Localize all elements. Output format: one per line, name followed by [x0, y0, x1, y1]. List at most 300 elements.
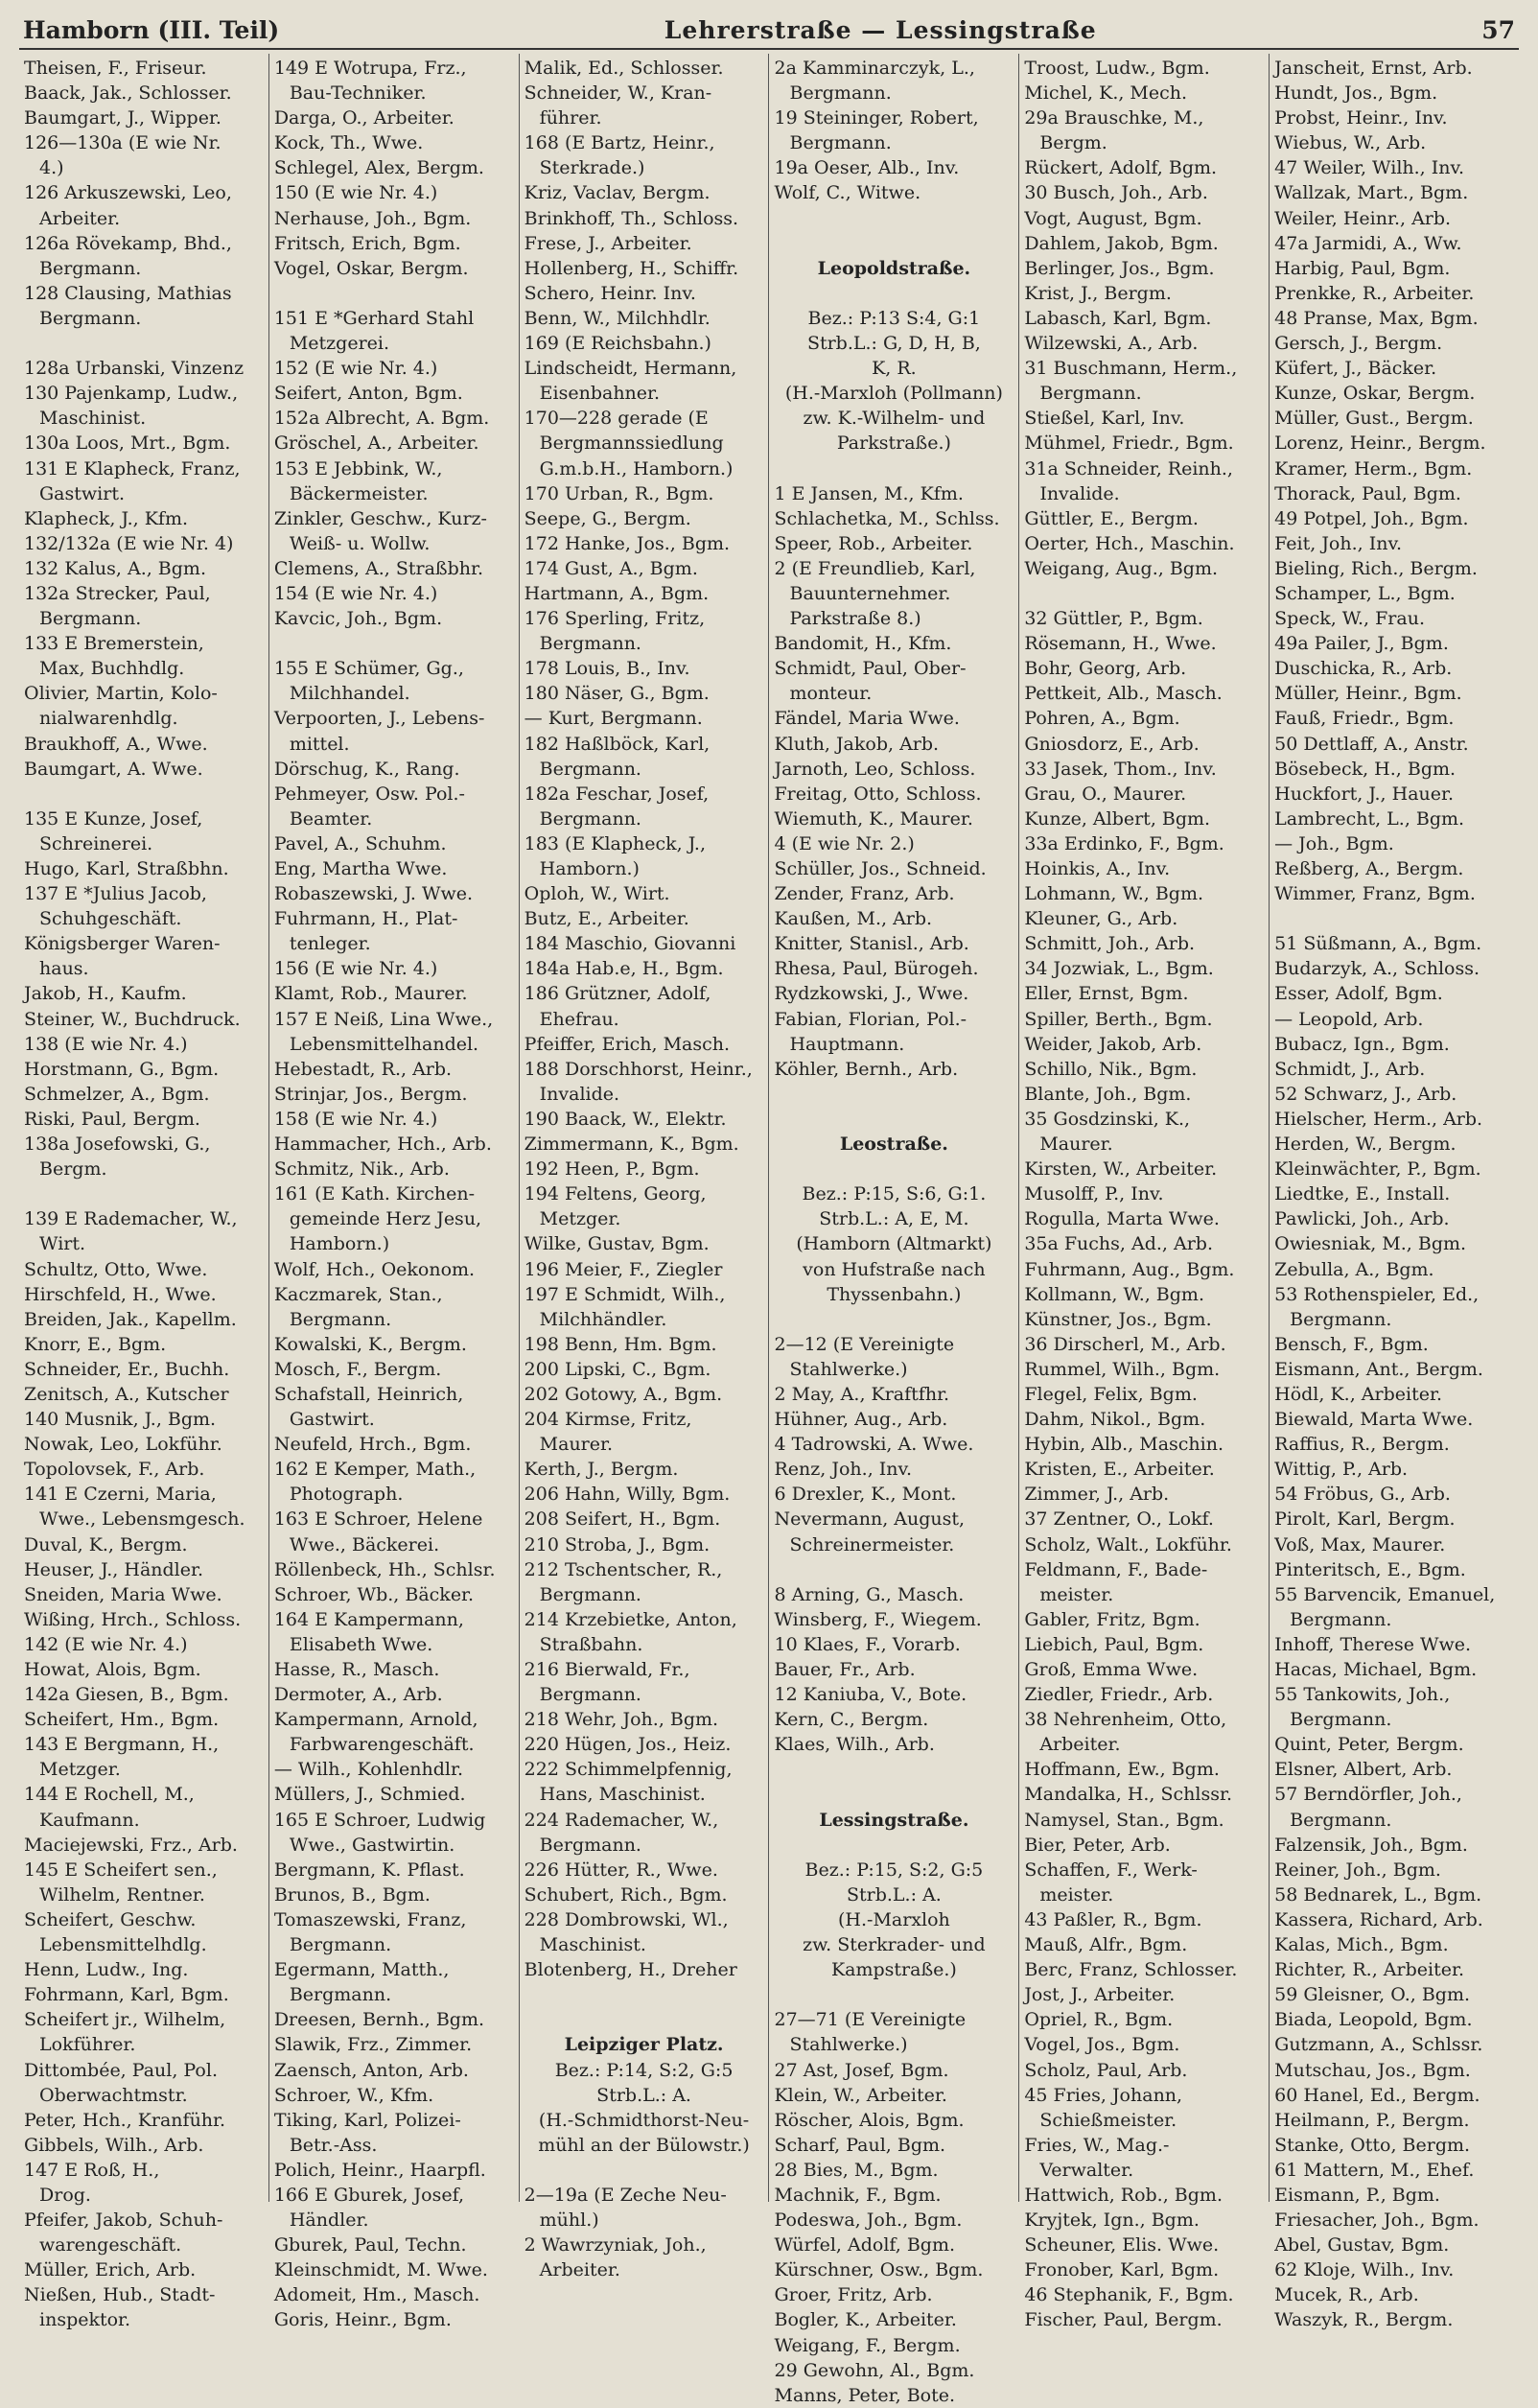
entry-continuation: Händler. [289, 2209, 369, 2232]
blank-line [774, 1782, 1014, 1807]
column-1 [19, 54, 269, 2331]
directory-entry: Abel, Gustav, Bgm. [1274, 2234, 1450, 2256]
directory-entry: Rogulla, Marta Wwe. [1024, 1208, 1220, 1230]
directory-entry: 31a Schneider, Reinh., [1024, 457, 1233, 479]
street-info: (H.-Schmidthorst-Neu- [538, 2109, 750, 2131]
directory-entry: Thorack, Paul, Bgm. [1274, 482, 1461, 504]
directory-entry: 126 Arkuszewski, Leo, [24, 182, 232, 204]
directory-entry: Fischer, Paul, Bergm. [1024, 2309, 1223, 2331]
directory-entry: 58 Bednarek, L., Bgm. [1274, 1883, 1482, 1905]
directory-entry: Inhoff, Therese Wwe. [1274, 1633, 1472, 1655]
street-info: Strb.L.: G, D, H, B, [806, 333, 981, 355]
directory-entry: Schultz, Otto, Wwe. [24, 1258, 208, 1280]
directory-entry: Slawik, Frz., Zimmer. [273, 2034, 473, 2056]
directory-entry: Rückert, Adolf, Bgm. [1024, 157, 1218, 179]
directory-entry: Scheifert jr., Wilhelm, [24, 2009, 226, 2031]
directory-entry: 34 Jozwiak, L., Bgm. [1024, 958, 1214, 980]
street-info: (Hamborn (Altmarkt) [796, 1233, 992, 1255]
directory-entry: Nowak, Leo, Lokführ. [24, 1434, 222, 1456]
directory-entry: Kleinwächter, P., Bgm. [1274, 1158, 1481, 1181]
directory-entry: Scheifert, Geschw. [24, 1908, 197, 1930]
entry-continuation: Bergmann. [289, 1308, 392, 1330]
directory-entry: 128 Clausing, Mathias [24, 282, 232, 304]
street-heading: Leostraße. [839, 1134, 948, 1156]
directory-entry: Dahlem, Jakob, Bgm. [1024, 232, 1219, 254]
directory-entry: Pfeiffer, Erich, Masch. [524, 1033, 731, 1055]
directory-entry: 142 (E wie Nr. 4.) [24, 1633, 188, 1655]
directory-entry: 132 Kalus, A., Bgm. [24, 557, 206, 579]
entry-continuation: Maurer. [539, 1434, 614, 1456]
directory-entry: 158 (E wie Nr. 4.) [273, 1108, 438, 1130]
directory-entry: Labasch, Karl, Bgm. [1024, 307, 1212, 329]
directory-entry: Mauß, Alfr., Bgm. [1024, 1934, 1188, 1956]
directory-entry: Olivier, Martin, Kolo- [24, 683, 218, 705]
directory-entry: Heuser, J., Händler. [24, 1558, 204, 1580]
directory-entry: Hugo, Karl, Straßbhn. [24, 858, 229, 879]
directory-entry: 168 (E Bartz, Heinr., [524, 132, 715, 154]
blank-line [274, 281, 514, 306]
directory-entry: Lindscheidt, Hermann, [524, 358, 737, 380]
entry-continuation: Schreinerei. [39, 832, 153, 854]
column-3 [520, 54, 770, 2281]
directory-entry: Mucek, R., Arb. [1274, 2284, 1419, 2306]
entry-continuation: Bergmann. [39, 307, 142, 329]
entry-continuation: Bauunternehmer. [789, 582, 951, 604]
directory-entry: Grau, O., Maurer. [1024, 783, 1187, 805]
directory-entry: 161 (E Kath. Kirchen- [273, 1183, 476, 1205]
directory-entry: Bier, Peter, Arb. [1024, 1834, 1171, 1856]
directory-entry: 166 E Gburek, Josef, [273, 2184, 464, 2206]
entry-continuation: warengeschäft. [39, 2234, 182, 2256]
directory-entry: 140 Musnik, J., Bgm. [24, 1409, 217, 1431]
directory-entry: Hühner, Aug., Arb. [774, 1409, 948, 1431]
directory-entry: Zender, Franz, Arb. [774, 883, 955, 905]
entry-continuation: Ehefrau. [539, 1008, 619, 1030]
directory-entry: Hollenberg, H., Schiffr. [524, 257, 739, 279]
directory-entry: 45 Fries, Johann, [1024, 2084, 1183, 2106]
directory-entry: Peter, Hch., Kranführ. [24, 2109, 226, 2131]
entry-continuation: Bergmann. [539, 758, 641, 780]
directory-entry: Scholz, Paul, Arb. [1024, 2059, 1188, 2081]
directory-entry: Kollmann, W., Bgm. [1024, 1283, 1204, 1305]
directory-entry: Waszyk, R., Bergm. [1274, 2309, 1454, 2331]
directory-entry: Sneiden, Maria Wwe. [24, 1583, 222, 1605]
directory-entry: Budarzyk, A., Schloss. [1274, 958, 1480, 980]
directory-entry: Duval, K., Bergm. [24, 1533, 188, 1555]
directory-entry: 132a Strecker, Paul, [24, 582, 211, 604]
directory-entry: Schlachetka, M., Schlss. [774, 507, 1000, 529]
directory-entry: Schlegel, Alex, Bergm. [273, 157, 484, 179]
directory-entry: 184a Hab.e, H., Bgm. [524, 958, 724, 980]
directory-entry: Brinkhoff, Th., Schloss. [524, 207, 739, 229]
directory-entry: 128a Urbanski, Vinzenz [24, 358, 245, 380]
directory-entry: Hödl, K., Arbeiter. [1274, 1383, 1442, 1405]
entry-continuation: Bergmann. [289, 1934, 392, 1956]
directory-entry: Probst, Heinr., Inv. [1274, 107, 1448, 129]
directory-entry: Dittombée, Paul, Pol. [24, 2059, 218, 2081]
entry-continuation: haus. [39, 958, 89, 980]
directory-entry: Theisen, F., Friseur. [24, 58, 207, 79]
directory-entry: Hoffmann, Ew., Bgm. [1024, 1759, 1220, 1781]
directory-entry: 188 Dorschhorst, Heinr., [524, 1058, 753, 1080]
directory-entry: 182a Feschar, Josef, [524, 783, 710, 805]
directory-entry: Jarnoth, Leo, Schloss. [774, 758, 976, 780]
directory-entry: Groß, Emma Wwe. [1024, 1659, 1199, 1680]
directory-entry: Künstner, Jos., Bgm. [1024, 1308, 1212, 1330]
directory-entry: 54 Fröbus, G., Arb. [1274, 1484, 1451, 1506]
directory-entry: Zimmermann, K., Bgm. [524, 1134, 739, 1156]
directory-entry: Reiner, Joh., Bgm. [1274, 1859, 1441, 1881]
entry-continuation: Maschinist. [539, 1934, 646, 1956]
blank-line [24, 1181, 264, 1206]
directory-entry: Pohren, A., Bgm. [1024, 708, 1180, 730]
entry-continuation: Oberwachtmstr. [39, 2084, 188, 2106]
directory-entry: 133 E Bremerstein, [24, 633, 204, 655]
directory-entry: Fauß, Friedr., Bgm. [1274, 708, 1455, 730]
directory-entry: 55 Tankowits, Joh., [1274, 1684, 1451, 1706]
directory-entry: Neufeld, Hrch., Bgm. [273, 1434, 472, 1456]
directory-entry: 147 E Roß, H., [24, 2159, 160, 2181]
directory-entry: Krist, J., Bergm. [1024, 282, 1172, 304]
directory-entry: 151 E *Gerhard Stahl [273, 307, 475, 329]
directory-entry: Tomaszewski, Franz, [273, 1908, 467, 1930]
directory-entry: 142a Giesen, B., Bgm. [24, 1684, 229, 1706]
directory-entry: Polich, Heinr., Haarpfl. [273, 2159, 486, 2181]
directory-entry: Küfert, J., Bäcker. [1274, 358, 1437, 380]
directory-entry: Fuhrmann, Aug., Bgm. [1024, 1258, 1235, 1280]
directory-entry: Müller, Heinr., Bgm. [1274, 683, 1462, 705]
directory-entry: Kryjtek, Ign., Bgm. [1024, 2209, 1200, 2232]
directory-entry: Voß, Max, Maurer. [1274, 1533, 1446, 1555]
entry-continuation: meister. [1039, 1583, 1114, 1605]
directory-entry: Gabler, Fritz, Bgm. [1024, 1608, 1200, 1630]
directory-entry: 35 Gosdzinski, K., [1024, 1108, 1191, 1130]
directory-entry: 212 Tschentscher, R., [524, 1558, 723, 1580]
street-info: Bez.: P:15, S:6, G:1. [802, 1183, 987, 1205]
entry-continuation: Hamborn.) [289, 1233, 390, 1255]
directory-entry: Blante, Joh., Bgm. [1024, 1083, 1192, 1105]
directory-entry: Kern, C., Bergm. [774, 1709, 929, 1731]
blank-line [774, 1557, 1014, 1582]
directory-entry: Kluth, Jakob, Arb. [774, 733, 940, 755]
directory-entry: Wittig, P., Arb. [1274, 1459, 1409, 1481]
directory-entry: Berc, Franz, Schlosser. [1024, 1959, 1238, 1981]
directory-entry: Wiemuth, K., Maurer. [774, 807, 973, 830]
directory-entry: Schroer, W., Kfm. [273, 2084, 434, 2106]
street-info: Thyssenbahn.) [827, 1283, 962, 1305]
directory-entry: Knorr, E., Bgm. [24, 1333, 167, 1355]
directory-entry: Kowalski, K., Bergm. [273, 1333, 467, 1355]
directory-entry: 138 (E wie Nr. 4.) [24, 1033, 188, 1055]
directory-entry: 208 Seifert, H., Bgm. [524, 1508, 721, 1531]
entry-continuation: Parkstraße 8.) [789, 608, 921, 630]
directory-entry: 2a Kamminarczyk, L., [774, 58, 975, 79]
directory-entry: 180 Näser, G., Bgm. [524, 683, 710, 705]
directory-entry: Lambrecht, L., Bgm. [1274, 807, 1465, 830]
directory-entry: 192 Heen, P., Bgm. [524, 1158, 700, 1181]
directory-entry: 186 Grützner, Adolf, [524, 983, 711, 1005]
directory-entry: Klaes, Wilh., Arb. [774, 1734, 935, 1756]
directory-entry: Hundt, Jos., Bgm. [1274, 82, 1438, 105]
entry-continuation: Wwe., Bäckerei. [289, 1533, 440, 1555]
directory-entry: 8 Arning, G., Masch. [774, 1583, 965, 1605]
street-info: (H.-Marxloh [838, 1908, 950, 1930]
entry-continuation: Bergmann. [1290, 1809, 1392, 1831]
street-heading: Leopoldstraße. [817, 257, 971, 279]
blank-line [24, 782, 264, 807]
directory-entry: Topolovsek, F., Arb. [24, 1459, 205, 1481]
directory-entry: 6 Drexler, K., Mont. [774, 1484, 957, 1506]
directory-entry: Pavel, A., Schuhm. [273, 832, 447, 854]
directory-entry: Zenitsch, A., Kutscher [24, 1383, 229, 1405]
directory-entry: Berlinger, Jos., Bgm. [1024, 257, 1215, 279]
directory-entry: 182 Haßlböck, Karl, [524, 733, 711, 755]
directory-entry: 150 (E wie Nr. 4.) [273, 182, 438, 204]
directory-entry: Wißing, Hrch., Schloss. [24, 1608, 242, 1630]
directory-entry: Kassera, Richard, Arb. [1274, 1908, 1483, 1930]
directory-entry: Dermoter, A., Arb. [273, 1684, 443, 1706]
directory-entry: Zebulla, A., Bgm. [1274, 1258, 1434, 1280]
entry-continuation: G.m.b.H., Hamborn.) [539, 457, 734, 479]
directory-entry: Kürschner, Osw., Bgm. [774, 2259, 984, 2281]
directory-entry: Oerter, Hch., Maschin. [1024, 532, 1235, 554]
directory-entry: 222 Schimmelpfennig, [524, 1759, 733, 1781]
directory-entry: Mutschau, Jos., Bgm. [1274, 2059, 1471, 2081]
directory-entry: Nießen, Hub., Stadt- [24, 2284, 216, 2306]
entry-continuation: Bergmann. [789, 82, 892, 105]
directory-entry: Verpoorten, J., Lebens- [273, 708, 485, 730]
directory-entry: Seifert, Anton, Bgm. [273, 383, 463, 405]
directory-entry: 131 E Klapheck, Franz, [24, 457, 241, 479]
directory-entry: Scheifert, Hm., Bgm. [24, 1709, 220, 1731]
directory-entry: Freitag, Otto, Schloss. [774, 783, 982, 805]
directory-entry: Hacas, Michael, Bgm. [1274, 1659, 1478, 1680]
street-info: K, R. [872, 358, 917, 380]
directory-entry: Schafstall, Heinrich, [273, 1383, 464, 1405]
directory-entry: Tiking, Karl, Polizei- [273, 2109, 461, 2131]
entry-continuation: Wilhelm, Rentner. [39, 1883, 205, 1905]
directory-entry: Duschicka, R., Arb. [1274, 658, 1453, 680]
directory-entry: Zimmer, J., Arb. [1024, 1484, 1170, 1506]
entry-continuation: Bergmannssiedlung [539, 433, 724, 455]
directory-entry: 37 Zentner, O., Lokf. [1024, 1508, 1214, 1531]
directory-entry: Friesacher, Joh., Bgm. [1274, 2209, 1480, 2232]
directory-entry: 197 E Schmidt, Wilh., [524, 1283, 726, 1305]
directory-entry: 48 Pranse, Max, Bgm. [1274, 307, 1479, 329]
entry-continuation: Schießmeister. [1039, 2109, 1177, 2131]
entry-continuation: Lebensmittelhdlg. [39, 1934, 207, 1956]
directory-entry: Bohr, Georg, Arb. [1024, 658, 1187, 680]
directory-entry: Scharf, Paul, Bgm. [774, 2134, 946, 2156]
directory-entry: Schmitt, Joh., Arb. [1024, 933, 1196, 955]
directory-entry: Fohrmann, Karl, Bgm. [24, 1984, 229, 2006]
directory-entry: Dörschug, K., Rang. [273, 758, 460, 780]
directory-entry: 126a Rövekamp, Bhd., [24, 232, 232, 254]
entry-continuation: Bergmann. [539, 807, 641, 830]
directory-entry: 4 (E wie Nr. 2.) [774, 832, 915, 854]
directory-entry: Schmitz, Nik., Arb. [273, 1158, 450, 1181]
directory-entry: 19 Steininger, Robert, [774, 107, 979, 129]
directory-entry: Robaszewski, J. Wwe. [273, 883, 474, 905]
street-info: Strb.L.: A. [596, 2084, 691, 2106]
directory-entry: Bensch, F., Bgm. [1274, 1333, 1429, 1355]
entry-continuation: Bergmann. [539, 1834, 641, 1856]
directory-entry: 51 Süßmann, A., Bgm. [1274, 933, 1482, 955]
directory-entry: 130a Loos, Mrt., Bgm. [24, 433, 231, 455]
entry-continuation: Stahlwerke.) [789, 2034, 908, 2056]
directory-entry: 156 (E wie Nr. 4.) [273, 958, 438, 980]
directory-entry: Falzensik, Joh., Bgm. [1274, 1834, 1468, 1856]
column-2 [269, 54, 520, 2331]
entry-continuation: Hamborn.) [539, 858, 640, 879]
street-info: zw. K.-Wilhelm- und [803, 408, 986, 430]
directory-entry: 198 Benn, Hm. Bgm. [524, 1333, 717, 1355]
directory-entry: 2—12 (E Vereinigte [774, 1333, 955, 1355]
directory-entry: 164 E Kampermann, [273, 1608, 464, 1630]
directory-entry: 38 Nehrenheim, Otto, [1024, 1709, 1227, 1731]
directory-entry: Biada, Leopold, Bgm. [1274, 2009, 1473, 2031]
directory-entry: Mühmel, Friedr., Bgm. [1024, 433, 1234, 455]
directory-entry: Kleinschmidt, M. Wwe. [273, 2259, 488, 2281]
directory-entry: Pawlicki, Joh., Arb. [1274, 1208, 1450, 1230]
directory-entry: Kunze, Oskar, Bergm. [1274, 383, 1476, 405]
directory-entry: Bandomit, H., Kfm. [774, 633, 952, 655]
directory-entry: Pehmeyer, Osw. Pol.- [273, 783, 465, 805]
directory-entry: Malik, Ed., Schlosser. [524, 58, 724, 79]
street-info: Bez.: P:14, S:2, G:5 [554, 2059, 734, 2081]
directory-entry: Michel, K., Mech. [1024, 82, 1188, 105]
entry-continuation: führer. [539, 107, 602, 129]
directory-entry: 52 Schwarz, J., Arb. [1274, 1083, 1457, 1105]
directory-entry: 57 Berndörfler, Joh., [1274, 1784, 1462, 1806]
directory-entry: Riski, Paul, Bergm. [24, 1108, 200, 1130]
entry-continuation: Schreinermeister. [789, 1533, 955, 1555]
header-street-range: Lehrerstraße — Lessingstraße [664, 16, 1097, 44]
directory-entry: 60 Hanel, Ed., Bergm. [1274, 2084, 1480, 2106]
directory-entry: Pfeifer, Jakob, Schuh- [24, 2209, 223, 2232]
entry-continuation: mühl.) [539, 2209, 599, 2232]
directory-entry: Stießel, Karl, Inv. [1024, 408, 1185, 430]
directory-entry: Herden, W., Bergm. [1274, 1134, 1456, 1156]
directory-entry: Gniosdorz, E., Arb. [1024, 733, 1200, 755]
directory-entry: Schubert, Rich., Bgm. [524, 1883, 728, 1905]
directory-entry: Hoinkis, A., Inv. [1024, 858, 1171, 879]
directory-entry: Vogel, Oskar, Bergm. [273, 257, 469, 279]
blank-line [524, 2007, 764, 2032]
directory-entry: Namysel, Stan., Bgm. [1024, 1809, 1224, 1831]
directory-entry: Weider, Jakob, Arb. [1024, 1033, 1202, 1055]
directory-entry: Hartmann, A., Bgm. [524, 582, 710, 604]
entry-continuation: Drog. [39, 2184, 91, 2206]
directory-entry: Schero, Heinr. Inv. [524, 282, 696, 304]
entry-continuation: inspektor. [39, 2309, 131, 2331]
directory-entry: 178 Louis, B., Inv. [524, 658, 690, 680]
directory-entry: Klamt, Rob., Maurer. [273, 983, 468, 1005]
directory-entry: Hammacher, Hch., Arb. [273, 1134, 492, 1156]
directory-entry: 53 Rothenspieler, Ed., [1274, 1283, 1480, 1305]
directory-entry: Weigang, Aug., Bgm. [1024, 557, 1219, 579]
directory-entry: 216 Bierwald, Fr., [524, 1659, 690, 1680]
directory-entry: Weiler, Heinr., Arb. [1274, 207, 1452, 229]
directory-entry: Fändel, Maria Wwe. [774, 708, 960, 730]
directory-entry: Güttler, E., Bergm. [1024, 507, 1199, 529]
directory-entry: Seepe, G., Bergm. [524, 507, 691, 529]
directory-entry: 33a Erdinko, F., Bgm. [1024, 832, 1224, 854]
street-info: zw. Sterkrader- und [803, 1934, 986, 1956]
directory-entry: — Kurt, Bergmann. [524, 708, 703, 730]
entry-continuation: Arbeiter. [1039, 1734, 1121, 1756]
directory-entry: 169 (E Reichsbahn.) [524, 333, 711, 355]
directory-entry: Butz, E., Arbeiter. [524, 908, 689, 930]
directory-entry: Steiner, W., Buchdruck. [24, 1008, 241, 1030]
directory-entry: 33 Jasek, Thom., Inv. [1024, 758, 1217, 780]
directory-entry: Howat, Alois, Bgm. [24, 1659, 201, 1680]
entry-continuation: Straßbahn. [539, 1633, 643, 1655]
directory-entry: Eng, Martha Wwe. [273, 858, 448, 879]
directory-entry: Baack, Jak., Schlosser. [24, 82, 232, 105]
entry-continuation: meister. [1039, 1883, 1114, 1905]
directory-entry: 2 Wawrzyniak, Joh., [524, 2234, 707, 2256]
directory-columns [19, 54, 1519, 2406]
directory-entry: Wolf, Hch., Oekonom. [273, 1258, 476, 1280]
directory-entry: Kleuner, G., Arb. [1024, 908, 1178, 930]
directory-entry: Wilzewski, A., Arb. [1024, 333, 1199, 355]
directory-entry: Mosch, F., Bergm. [273, 1358, 442, 1380]
directory-entry: — Wilh., Kohlenhdlr. [273, 1759, 463, 1781]
directory-entry: 194 Feltens, Georg, [524, 1183, 707, 1205]
directory-entry: Königsberger Waren- [24, 933, 221, 955]
street-info: Kampstraße.) [830, 1959, 957, 1981]
directory-entry: 145 E Scheifert sen., [24, 1859, 218, 1881]
blank-line [1274, 906, 1514, 931]
directory-entry: 152a Albrecht, A. Bgm. [273, 408, 490, 430]
directory-entry: Eismann, Ant., Bergm. [1274, 1358, 1483, 1380]
directory-entry: Scheuner, Elis. Wwe. [1024, 2234, 1220, 2256]
street-info: Parkstraße.) [836, 433, 951, 455]
directory-entry: Hasse, R., Masch. [273, 1659, 440, 1680]
entry-continuation: Bergmann. [39, 257, 142, 279]
blank-line [524, 2158, 764, 2183]
directory-entry: 196 Meier, F., Ziegler [524, 1258, 723, 1280]
directory-entry: 32 Güttler, P., Bgm. [1024, 608, 1203, 630]
directory-entry: 55 Barvencik, Emanuel, [1274, 1583, 1496, 1605]
column-4 [769, 54, 1019, 2406]
directory-entry: 176 Sperling, Fritz, [524, 608, 706, 630]
street-heading: Lessingstraße. [819, 1809, 969, 1831]
column-5 [1019, 54, 1270, 2331]
entry-continuation: mittel. [289, 733, 350, 755]
directory-entry: 155 E Schümer, Gg., [273, 658, 464, 680]
directory-entry: Weigang, F., Bergm. [774, 2334, 961, 2356]
entry-continuation: Wirt. [39, 1233, 86, 1255]
directory-entry: Rösemann, H., Wwe. [1024, 633, 1217, 655]
entry-continuation: Gastwirt. [289, 1409, 375, 1431]
entry-continuation: Lebensmittelhandel. [289, 1033, 479, 1055]
directory-entry: Fuhrmann, H., Plat- [273, 908, 458, 930]
directory-entry: Kock, Th., Wwe. [273, 132, 424, 154]
directory-entry: Wallzak, Mart., Bgm. [1274, 182, 1469, 204]
directory-entry: Hebestadt, R., Arb. [273, 1058, 453, 1080]
directory-entry: Speer, Rob., Arbeiter. [774, 532, 973, 554]
directory-entry: Liebich, Paul, Bgm. [1024, 1633, 1204, 1655]
street-info: Strb.L.: A. [847, 1883, 942, 1905]
directory-entry: 50 Dettlaff, A., Anstr. [1274, 733, 1469, 755]
directory-entry: Baumgart, J., Wipper. [24, 107, 221, 129]
directory-entry: Schüller, Jos., Schneid. [774, 858, 987, 879]
directory-entry: Hybin, Alb., Maschin. [1024, 1434, 1224, 1456]
directory-entry: 202 Gotowy, A., Bgm. [524, 1383, 723, 1405]
blank-line [774, 1157, 1014, 1181]
